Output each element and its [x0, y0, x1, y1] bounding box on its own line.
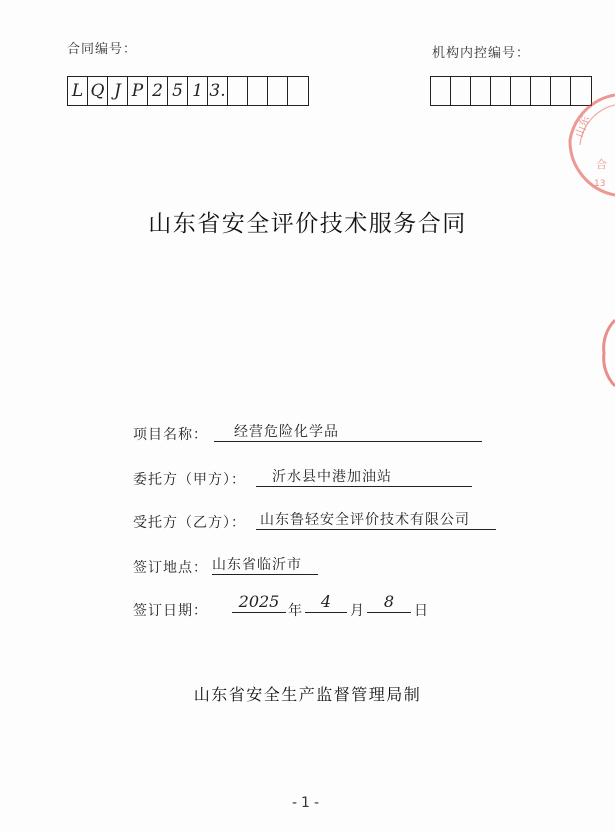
- contract-number-box[interactable]: [268, 77, 288, 105]
- org-code-box[interactable]: [491, 77, 511, 105]
- contract-number-box[interactable]: 3.: [208, 77, 228, 105]
- page-number: -1-: [291, 795, 323, 811]
- contract-number-box[interactable]: P: [128, 77, 148, 105]
- signing-place-label: 签订地点：: [133, 560, 208, 576]
- contract-number-box[interactable]: L: [68, 77, 88, 105]
- contract-number-box[interactable]: 1: [188, 77, 208, 105]
- client-value: 沂水县中港加油站: [256, 467, 472, 487]
- contract-number-box[interactable]: 2: [148, 77, 168, 105]
- org-code-box[interactable]: [511, 77, 531, 105]
- svg-text:山东: 山东: [572, 113, 593, 140]
- date-year-value: 2025: [232, 592, 286, 613]
- svg-text:合: 合: [596, 158, 607, 171]
- contract-number-label: 合同编号：: [67, 42, 138, 57]
- contract-number-box[interactable]: [248, 77, 268, 105]
- date-day-unit: 日: [414, 603, 428, 619]
- contract-number-box[interactable]: Q: [88, 77, 108, 105]
- client-label: 委托方（甲方）：: [133, 472, 246, 488]
- red-seal-stamp-top: [560, 90, 615, 200]
- contract-title: 山东省安全评价技术服务合同: [148, 211, 467, 237]
- org-code-box[interactable]: [451, 77, 471, 105]
- contractor-label: 受托方（乙方）：: [133, 515, 246, 531]
- org-code-box[interactable]: [531, 77, 551, 105]
- org-code-label: 机构内控编号：: [432, 46, 531, 61]
- date-year-unit: 年: [288, 603, 302, 619]
- contract-number-box[interactable]: 5: [168, 77, 188, 105]
- date-day-value: 8: [367, 592, 411, 613]
- date-month-value: 4: [305, 592, 347, 613]
- red-seal-stamp-side: [596, 318, 615, 388]
- signing-place-value: 山东省临沂市: [212, 555, 318, 575]
- svg-text:13: 13: [594, 179, 606, 189]
- contract-number-box[interactable]: [288, 77, 308, 105]
- contract-number-boxes[interactable]: [67, 76, 309, 106]
- signing-date-label: 签订日期：: [133, 603, 208, 619]
- project-name-label: 项目名称：: [133, 427, 208, 443]
- date-month-unit: 月: [350, 603, 364, 619]
- org-code-box[interactable]: [471, 77, 491, 105]
- contract-number-box[interactable]: J: [108, 77, 128, 105]
- org-code-box[interactable]: [431, 77, 451, 105]
- project-name-value: 经营危险化学品: [214, 422, 482, 442]
- issuing-authority: 山东省安全生产监督管理局制: [193, 685, 422, 704]
- contract-number-box[interactable]: [228, 77, 248, 105]
- contractor-value: 山东鲁轻安全评价技术有限公司: [256, 510, 496, 530]
